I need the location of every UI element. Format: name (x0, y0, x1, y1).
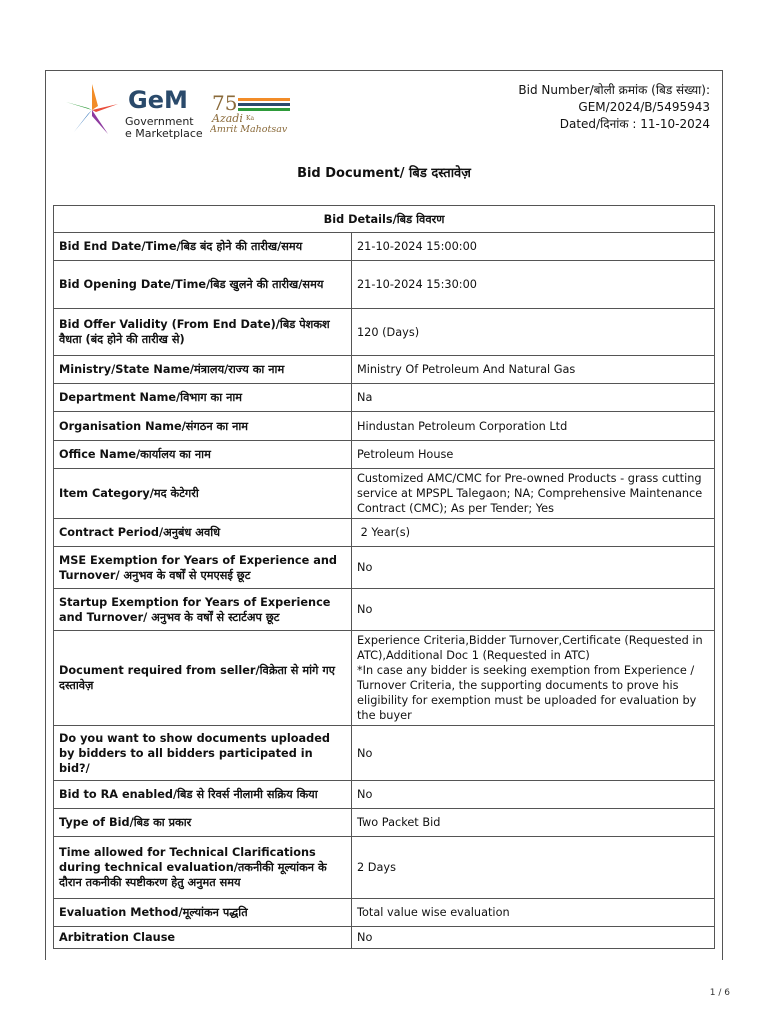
table-row (54, 233, 715, 261)
row-value: No (352, 927, 715, 949)
row-value: 2 Days (352, 837, 715, 899)
row-value: 120 (Days) (352, 309, 715, 356)
table-row (54, 519, 715, 547)
row-value: Customized AMC/CMC for Pre-owned Products - grass cutting service at MPSPL Talegaon; NA; Comprehensive Maintenance Contract (CMC); As per Tender; Yes (352, 469, 715, 519)
row-value: Ministry Of Petroleum And Natural Gas (352, 356, 715, 384)
row-value: 21-10-2024 15:00:00 (352, 233, 715, 261)
row-label: Bid to RA enabled/बिड से रिवर्स नीलामी सक्रिय किया (54, 781, 352, 809)
row-label: Document required from seller/विक्रेता से मांगे गए दस्तावेज़ (54, 631, 352, 726)
row-label: Do you want to show documents uploaded by bidders to all bidders participated in bid?/ (54, 726, 352, 781)
row-value: No (352, 781, 715, 809)
row-label: Contract Period/अनुबंध अवधि (54, 519, 352, 547)
row-label: Bid Opening Date/Time/बिड खुलने की तारीख/समय (54, 261, 352, 309)
dated-label: Dated/दिनांक : (559, 117, 637, 131)
row-value: 21-10-2024 15:30:00 (352, 261, 715, 309)
row-label: Type of Bid/बिड का प्रकार (54, 809, 352, 837)
table-row (54, 547, 715, 589)
row-value: Experience Criteria,Bidder Turnover,Certificate (Requested in ATC),Additional Doc 1 (Requested in ATC) *In case any bidder is seeking exemption from Experience / Turnover Criteria, the supporting documents to prove his eligibility for exemption must be uploaded for evaluation by the buyer (352, 631, 715, 726)
row-label: Evaluation Method/मूल्यांकन पद्धति (54, 899, 352, 927)
bid-number: GEM/2024/B/5495943 (578, 100, 710, 114)
row-value: Petroleum House (352, 441, 715, 469)
row-label: Department Name/विभाग का नाम (54, 384, 352, 412)
bid-dated (518, 116, 710, 133)
row-label: Ministry/State Name/मंत्रालय/राज्य का नाम (54, 356, 352, 384)
table-row (54, 589, 715, 631)
table-row (54, 631, 715, 726)
table-row (54, 441, 715, 469)
row-value: Two Packet Bid (352, 809, 715, 837)
table-row (54, 261, 715, 309)
row-value: Na (352, 384, 715, 412)
table-header-row (54, 206, 715, 233)
row-label: Item Category/मद केटेगरी (54, 469, 352, 519)
table-row (54, 726, 715, 781)
table-row (54, 309, 715, 356)
document-title: Bid Document/ बिड दस्तावेज़ (297, 166, 471, 181)
row-value: No (352, 589, 715, 631)
row-label: Bid End Date/Time/बिड बंद होने की तारीख/समय (54, 233, 352, 261)
row-label: Office Name/कार्यालय का नाम (54, 441, 352, 469)
row-value: 2 Year(s) (352, 519, 715, 547)
bid-info (518, 82, 710, 133)
gem-subtitle-1: Government (125, 115, 194, 128)
row-label: Time allowed for Technical Clarifications during technical evaluation/तकनीकी मूल्यांकन के दौरान तकनीकी स्पष्टीकरण हेतु अनुमत समय (54, 837, 352, 899)
azadi-ka: Ka (246, 115, 255, 122)
table-row (54, 809, 715, 837)
page-number: 1 / 6 (709, 988, 730, 998)
table-row (54, 927, 715, 949)
row-value: No (352, 726, 715, 781)
row-label: Arbitration Clause (54, 927, 352, 949)
azadi-line1: Azadi (212, 112, 243, 125)
table-row (54, 781, 715, 809)
row-label: Organisation Name/संगठन का नाम (54, 412, 352, 441)
table-row (54, 356, 715, 384)
azadi-logo-icon (210, 90, 300, 135)
table-row (54, 837, 715, 899)
bid-number-label: Bid Number/बोली क्रमांक (बिड संख्या): (518, 83, 710, 97)
table-row (54, 469, 715, 519)
table-heading: Bid Details/बिड विवरण (54, 206, 715, 233)
gem-name: GeM (128, 86, 188, 114)
gem-logo-icon (62, 80, 122, 140)
azadi-number: 75 (212, 91, 238, 115)
row-label: Bid Offer Validity (From End Date)/बिड पेशकश वैधता (बंद होने की तारीख से) (54, 309, 352, 356)
row-label: MSE Exemption for Years of Experience and Turnover/ अनुभव के वर्षों से एमएसई छूट (54, 547, 352, 589)
table-row (54, 899, 715, 927)
dated-value: 11-10-2024 (640, 117, 710, 131)
table-row (54, 412, 715, 441)
row-label: Startup Exemption for Years of Experience and Turnover/ अनुभव के वर्षों से स्टार्टअप छूट (54, 589, 352, 631)
bid-details-table (53, 205, 715, 949)
azadi-line2: Amrit Mahotsav (210, 124, 288, 135)
table-row (54, 384, 715, 412)
row-value: Total value wise evaluation (352, 899, 715, 927)
row-value: No (352, 547, 715, 589)
row-value: Hindustan Petroleum Corporation Ltd (352, 412, 715, 441)
gem-subtitle-2: e Marketplace (125, 127, 203, 140)
